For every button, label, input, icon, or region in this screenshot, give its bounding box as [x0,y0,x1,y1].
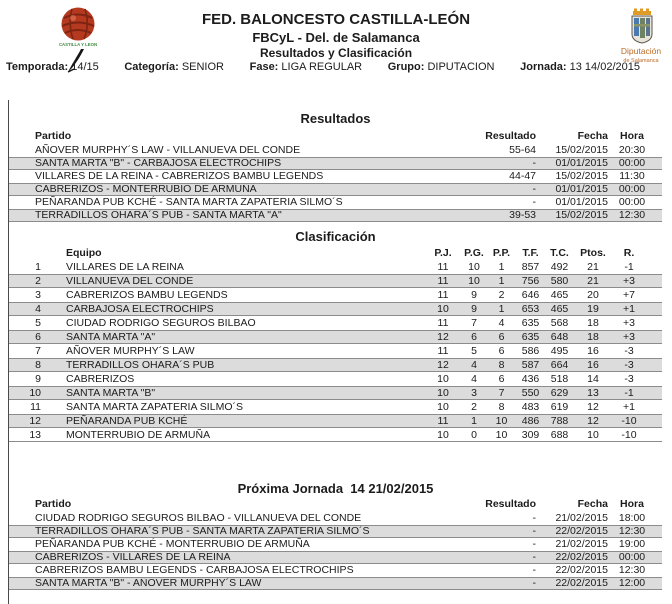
team-won: 10 [468,275,480,287]
row-spacer [645,415,662,427]
team-rectification: +3 [623,317,635,329]
results-header-row [9,129,662,144]
next-round-header-spacer [652,497,662,512]
team-played: 10 [437,401,449,413]
team-played: 12 [437,359,449,371]
row-spacer [652,196,662,209]
team-points-for: 309 [521,429,540,441]
next-round-rows [9,512,662,590]
fbcyl-logo-caption: CASTILLA Y LEON [58,42,98,47]
results-header-spacer [652,129,662,144]
meta-fase [250,61,363,73]
results-row [9,209,662,222]
standings-row [9,288,662,302]
team-played: 11 [437,345,449,357]
meta-temporada [6,61,99,73]
row-spacer [645,344,662,358]
match-time: 12:30 [618,525,646,537]
team-won: 10 [468,261,480,273]
team-played: 11 [437,275,449,287]
results-rows [9,144,662,222]
row-spacer [652,144,662,157]
meta-jornada-label: Jornada: [520,61,567,73]
standings-row [9,428,662,442]
team-points: 21 [587,275,599,287]
match-teams: PEÑARANDA PUB KCHÉ - SANTA MARTA ZAPATERIA SILMO´S [35,196,343,208]
standings-rows [9,260,662,442]
match-time: 20:30 [618,144,646,156]
team-points-against: 568 [550,317,569,329]
team-points-against: 465 [550,303,569,315]
team-name: AÑOVER MURPHY´S LAW [66,345,195,357]
team-rank: 10 [29,387,41,399]
team-lost: 6 [498,331,505,343]
team-points-against: 495 [550,345,569,357]
team-name: PEÑARANDA PUB KCHÉ [66,415,188,427]
meta-grupo [388,61,495,73]
standings-header-pg: P.G. [464,247,484,259]
team-points: 19 [587,303,599,315]
row-spacer [652,526,662,537]
team-points-for: 857 [521,261,540,273]
match-time: 18:00 [618,512,646,524]
team-rank: 12 [29,415,41,427]
team-points: 18 [587,317,599,329]
next-round-header-partido: Partido [35,498,72,510]
team-name: VILLANUEVA DEL CONDE [66,275,194,287]
meta-jornada [520,61,640,73]
match-date: 15/02/2015 [555,209,608,221]
row-spacer [645,400,662,414]
team-points-against: 648 [550,331,569,343]
team-name: MONTERRUBIO DE ARMUÑA [66,429,211,441]
standings-row [9,316,662,330]
team-rank: 1 [35,261,41,273]
team-name: SANTA MARTA "B" [66,387,156,399]
competition-meta-bar [6,61,640,73]
match-teams: TERRADILLOS OHARA´S PUB - SANTA MARTA ZAPATERIA SILMO´S [35,526,370,537]
results-header-resultado: Resultado [485,130,536,142]
match-teams: CABRERIZOS - MONTERRUBIO DE ARMUÑA [35,184,257,195]
team-lost: 1 [498,261,505,273]
diputacion-label-line2: de Salamanca [623,58,659,64]
standings-header-pj: P.J. [434,247,452,259]
standings-row [9,344,662,358]
row-spacer [645,387,662,399]
results-table [9,129,662,222]
diputacion-label-line1: Diputación [620,46,662,56]
row-spacer [645,260,662,274]
standings-header-r: R. [623,247,635,259]
meta-categoria-label: Categoría: [124,61,179,73]
team-rank: 9 [35,373,41,385]
match-date: 22/02/2015 [555,551,608,563]
team-won: 4 [471,359,477,371]
team-points-for: 586 [521,345,540,357]
team-rectification: -3 [624,345,634,357]
team-points-against: 518 [550,373,569,385]
standings-row [9,302,662,316]
results-section-title: Resultados [300,111,371,126]
team-played: 11 [437,415,449,427]
team-points-against: 629 [550,387,569,399]
row-spacer [645,359,662,371]
team-name: CABRERIZOS [66,373,135,385]
row-spacer [652,170,662,183]
team-rectification: +3 [623,275,635,287]
meta-jornada-value: 13 14/02/2015 [569,61,640,73]
next-round-row [9,512,662,525]
match-teams: VILLARES DE LA REINA - CABRERIZOS BAMBU LEGENDS [35,170,324,182]
match-time: 12:00 [618,577,646,589]
team-lost: 10 [495,429,508,441]
meta-grupo-value: DIPUTACION [427,61,495,73]
match-time: 19:00 [618,538,646,550]
next-round-header-row [9,497,662,512]
match-score: - [532,551,536,563]
team-rectification: -1 [624,261,634,273]
team-won: 0 [471,429,477,441]
team-rank: 7 [35,345,41,357]
standings-header-spacer [645,246,662,260]
match-time: 11:30 [619,170,645,182]
team-points: 20 [587,289,599,301]
match-score: - [532,196,536,208]
match-teams: CABRERIZOS - VILLARES DE LA REINA [35,552,231,563]
team-points-against: 580 [550,275,569,287]
match-score: 55-64 [509,144,536,156]
team-played: 12 [437,331,449,343]
match-teams: AÑOVER MURPHY´S LAW - VILLANUEVA DEL CONDE [35,144,301,156]
results-row [9,170,662,183]
match-score: - [532,183,536,195]
meta-grupo-label: Grupo: [387,61,425,73]
team-points-for: 483 [521,401,540,413]
match-teams: CABRERIZOS BAMBU LEGENDS - CARBAJOSA ELECTROCHIPS [35,564,354,576]
match-score: - [532,512,536,524]
standings-row [9,358,662,372]
row-spacer [652,512,662,525]
next-round-row [9,577,662,590]
team-played: 10 [437,303,449,315]
team-lost: 8 [498,359,505,371]
team-played: 11 [437,261,449,273]
standings-row [9,400,662,414]
standings-header-tc: T.C. [550,247,569,259]
team-rank: 3 [35,289,41,301]
row-spacer [652,158,662,169]
team-points-against: 619 [550,401,569,413]
team-name: SANTA MARTA ZAPATERIA SILMO´S [66,401,243,413]
match-date: 15/02/2015 [555,144,608,156]
team-won: 9 [471,289,477,301]
team-rank: 11 [30,401,41,413]
team-name: CABRERIZOS BAMBU LEGENDS [66,289,228,301]
standings-header-ptos: Ptos. [580,247,606,259]
row-spacer [645,428,662,441]
team-rank: 8 [35,359,41,371]
team-lost: 6 [498,373,505,385]
match-teams: TERRADILLOS OHARA´S PUB - SANTA MARTA "A" [35,210,282,221]
delegation-title: FBCyL - Del. de Salamanca [252,30,420,45]
team-name: VILLARES DE LA REINA [66,261,184,273]
match-time: 12:30 [618,209,646,221]
next-round-table [9,497,662,590]
row-spacer [645,316,662,330]
next-round-row [9,551,662,564]
match-score: - [532,157,536,169]
report-subtitle: Resultados y Clasificación [259,46,413,60]
match-score: - [532,564,536,576]
next-round-row [9,538,662,551]
team-rectification: +1 [623,303,635,315]
report-header [0,11,672,60]
match-teams: CIUDAD RODRIGO SEGUROS BILBAO - VILLANUEVA DEL CONDE [35,512,362,524]
team-points-against: 788 [550,415,569,427]
next-round-header-fecha: Fecha [577,498,608,510]
standings-row [9,274,662,288]
team-won: 7 [471,317,477,329]
match-time: 00:00 [618,183,646,195]
standings-row [9,372,662,386]
standings-header-equipo: Equipo [66,247,102,259]
team-points-for: 550 [521,387,540,399]
row-spacer [645,288,662,302]
team-points: 16 [587,359,599,371]
standings-header-pos [9,246,41,260]
team-name: TERRADILLOS OHARA´S PUB [66,359,215,371]
results-row [9,157,662,170]
standings-header-tf: T.F. [522,247,539,259]
standings-row [9,414,662,428]
team-played: 11 [437,289,449,301]
standings-header-row [9,246,662,260]
match-score: 39-53 [509,209,536,221]
row-spacer [652,564,662,577]
match-date: 22/02/2015 [555,564,608,576]
next-round-row [9,525,662,538]
team-points-for: 646 [521,289,540,301]
team-won: 6 [471,331,477,343]
team-points-for: 756 [521,275,540,287]
match-date: 01/01/2015 [555,183,608,195]
match-teams: SANTA MARTA "B" - CARBAJOSA ELECTROCHIPS [35,158,282,169]
team-rank: 4 [35,303,41,315]
meta-categoria-value: SENIOR [181,61,224,73]
match-score: - [532,525,536,537]
team-name: SANTA MARTA "A" [66,331,156,343]
standings-row [9,386,662,400]
team-rectification: +7 [623,289,635,301]
team-points-for: 486 [521,415,540,427]
team-won: 9 [471,303,477,315]
team-lost: 6 [498,345,505,357]
match-time: 00:00 [618,551,646,563]
team-points-against: 492 [550,261,569,273]
team-rectification: -1 [624,387,634,399]
team-won: 2 [471,401,477,413]
match-time: 12:30 [618,564,646,576]
row-spacer [652,538,662,551]
results-row [9,183,662,196]
match-date: 22/02/2015 [555,577,608,589]
match-time: 00:00 [618,196,646,208]
meta-temporada-label: Temporada: [6,61,69,73]
meta-fase-label: Fase: [249,61,279,73]
team-points: 18 [587,331,599,343]
match-date: 22/02/2015 [555,525,608,537]
team-won: 4 [471,373,477,385]
team-points-for: 635 [521,331,540,343]
team-rank: 2 [35,275,41,287]
team-played: 10 [437,429,449,441]
meta-fase-value: LIGA REGULAR [281,61,363,73]
match-date: 01/01/2015 [555,196,608,208]
row-spacer [652,552,662,563]
team-rectification: +3 [623,331,635,343]
meta-temporada-value: 14/15 [71,61,99,73]
team-won: 5 [471,345,477,357]
standings-section-title: Clasificación [295,229,376,244]
match-score: 44-47 [509,170,536,182]
row-spacer [645,372,662,386]
team-points: 12 [587,415,599,427]
team-points: 13 [587,387,599,399]
match-date: 15/02/2015 [555,170,608,182]
team-points-for: 436 [521,373,540,385]
federation-title: FED. BALONCESTO CASTILLA-LEÓN [201,11,471,28]
next-round-header-hora: Hora [620,498,644,510]
team-points-for: 635 [521,317,540,329]
next-round-header-resultado: Resultado [485,498,536,510]
row-spacer [645,303,662,315]
row-spacer [652,184,662,195]
team-points: 21 [587,261,599,273]
team-rank: 5 [35,317,41,329]
team-lost: 1 [498,303,505,315]
team-points-against: 688 [550,429,569,441]
standings-row [9,260,662,274]
team-rectification: -3 [624,359,634,371]
team-points-against: 664 [550,359,569,371]
match-date: 21/02/2015 [555,512,608,524]
team-rank: 6 [35,331,41,343]
results-row [9,144,662,157]
match-date: 21/02/2015 [555,538,608,550]
match-teams: PEÑARANDA PUB KCHÉ - MONTERRUBIO DE ARMUÑA [35,538,310,550]
team-points-against: 465 [550,289,569,301]
match-teams: SANTA MARTA "B" - AÑOVER MURPHY´S LAW [35,578,262,589]
results-header-fecha: Fecha [577,130,608,142]
next-round-section-title: Próxima Jornada 14 21/02/2015 [237,481,434,496]
team-lost: 8 [498,401,505,413]
row-spacer [645,275,662,287]
row-spacer [652,578,662,589]
report-body [8,100,662,604]
team-lost: 1 [498,275,505,287]
meta-categoria [124,61,224,73]
team-points-for: 653 [521,303,540,315]
team-name: CARBAJOSA ELECTROCHIPS [66,303,214,315]
standings-header-pp: P.P. [492,247,511,259]
team-name: CIUDAD RODRIGO SEGUROS BILBAO [66,317,256,329]
team-points: 10 [587,429,599,441]
team-won: 3 [471,387,477,399]
team-rectification: -10 [621,429,637,441]
team-rank: 13 [29,429,41,441]
team-points: 12 [587,401,599,413]
team-played: 10 [437,387,449,399]
team-lost: 7 [498,387,505,399]
team-played: 10 [437,373,449,385]
next-round-row [9,564,662,577]
match-date: 01/01/2015 [555,157,608,169]
team-won: 1 [471,415,477,427]
team-points: 16 [587,345,599,357]
row-spacer [652,210,662,221]
team-rectification: -3 [624,373,634,385]
match-score: - [532,577,536,589]
team-lost: 10 [495,415,508,427]
team-rectification: -10 [621,415,637,427]
standings-row [9,330,662,344]
team-points: 14 [587,373,599,385]
team-lost: 2 [498,289,505,301]
results-header-hora: Hora [620,130,644,142]
results-header-partido: Partido [35,130,72,142]
team-played: 11 [437,317,449,329]
row-spacer [645,331,662,343]
match-score: - [532,538,536,550]
team-lost: 4 [498,317,505,329]
match-time: 00:00 [618,157,646,169]
standings-table [9,246,662,442]
team-rectification: +1 [623,401,635,413]
results-row [9,196,662,209]
team-points-for: 587 [521,359,540,371]
